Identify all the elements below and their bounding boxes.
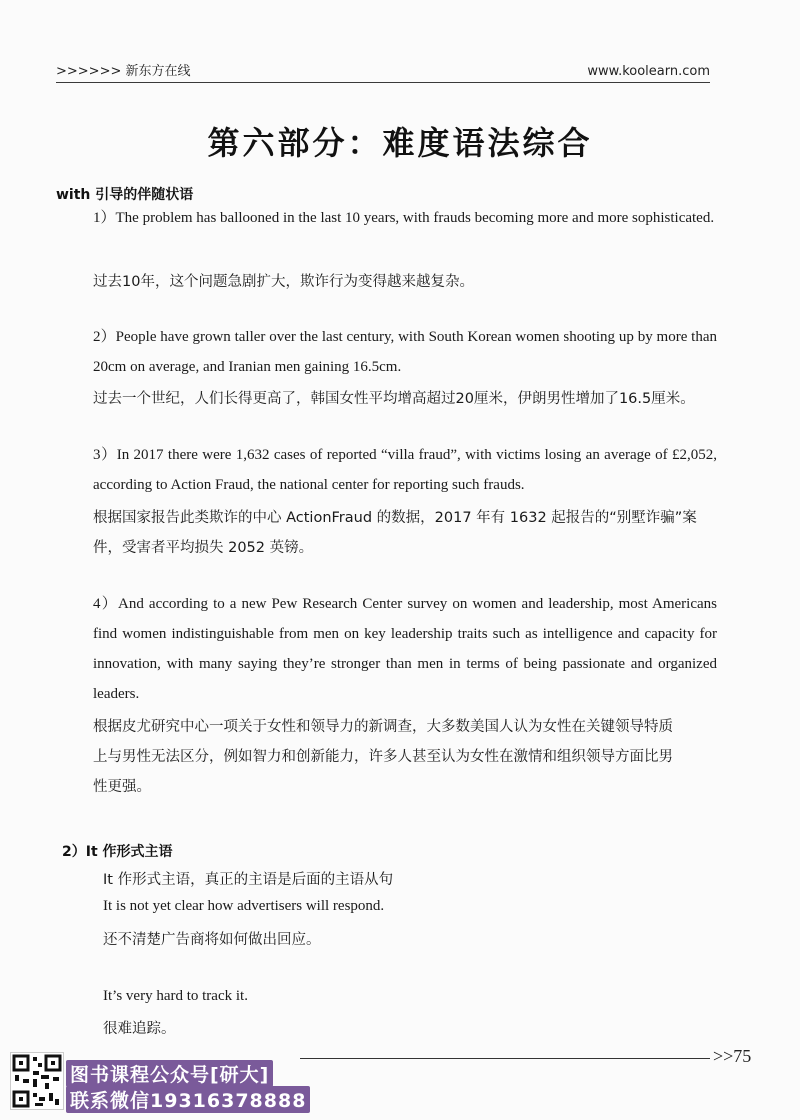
section2-example-1-english: It is not yet clear how advertisers will respond. — [103, 898, 385, 914]
page-number: >>75 — [713, 1046, 752, 1066]
qr-code-icon — [10, 1052, 64, 1110]
section2-example-1-chinese: 还不清楚广告商将如何做出回应。 — [103, 932, 321, 948]
watermark-line-1: 图书课程公众号[研大] — [66, 1060, 273, 1087]
example-4-chinese: 根据皮尤研究中心一项关于女性和领导力的新调查，大多数美国人认为女性在关键领导特质上与男性无法区分，例如智力和创新能力，许多人甚至认为女性在激情和组织领导方面比男性更强。 — [93, 719, 673, 795]
example-2-english: 2）People have grown taller over the last century, with South Korean women shooting up by more than 20cm on average, and Iranian men gaining 16.5cm. — [93, 329, 717, 375]
example-1-chinese: 过去10年，这个问题急剧扩大，欺诈行为变得越来越复杂。 — [93, 274, 474, 290]
section2-note: It 作形式主语，真正的主语是后面的主语从句 — [103, 872, 394, 888]
footer-divider — [300, 1058, 710, 1059]
header-brand: >>>>>> 新东方在线 — [56, 64, 191, 79]
page-title: 第六部分：难度语法综合 — [207, 124, 593, 162]
watermark-line-2: 联系微信19316378888 — [66, 1086, 310, 1113]
example-3-chinese: 根据国家报告此类欺诈的中心 ActionFraud 的数据，2017 年有 1632 起报告的“别墅诈骗”案件，受害者平均损失 2052 英镑。 — [93, 510, 697, 556]
page-header — [56, 56, 710, 83]
example-2-chinese: 过去一个世纪，人们长得更高了，韩国女性平均增高超过20厘米，伊朗男性增加了16.5厘米。 — [93, 391, 695, 407]
example-3-english: 3）In 2017 there were 1,632 cases of reported “villa fraud”, with victims losing an average of £2,052, according to Action Fraud, the national center for reporting such frauds. — [93, 447, 717, 493]
example-4-english: 4）And according to a new Pew Research Center survey on women and leadership, most Americans find women indistinguishable from men on key leadership traits such as intelligence and capacity for innovation, with many saying they’re stronger than men in terms of being passionate and organized leaders. — [93, 596, 717, 702]
example-1-english: 1）The problem has ballooned in the last 10 years, with frauds becoming more and more sophisticated. — [93, 210, 715, 226]
section-heading-with: with 引导的伴随状语 — [56, 187, 194, 203]
section2-example-2-chinese: 很难追踪。 — [103, 1021, 176, 1037]
header-website: www.koolearn.com — [587, 64, 710, 79]
section-heading-it-subject: 2）It 作形式主语 — [62, 844, 173, 860]
section2-example-2-english: It’s very hard to track it. — [103, 988, 248, 1004]
